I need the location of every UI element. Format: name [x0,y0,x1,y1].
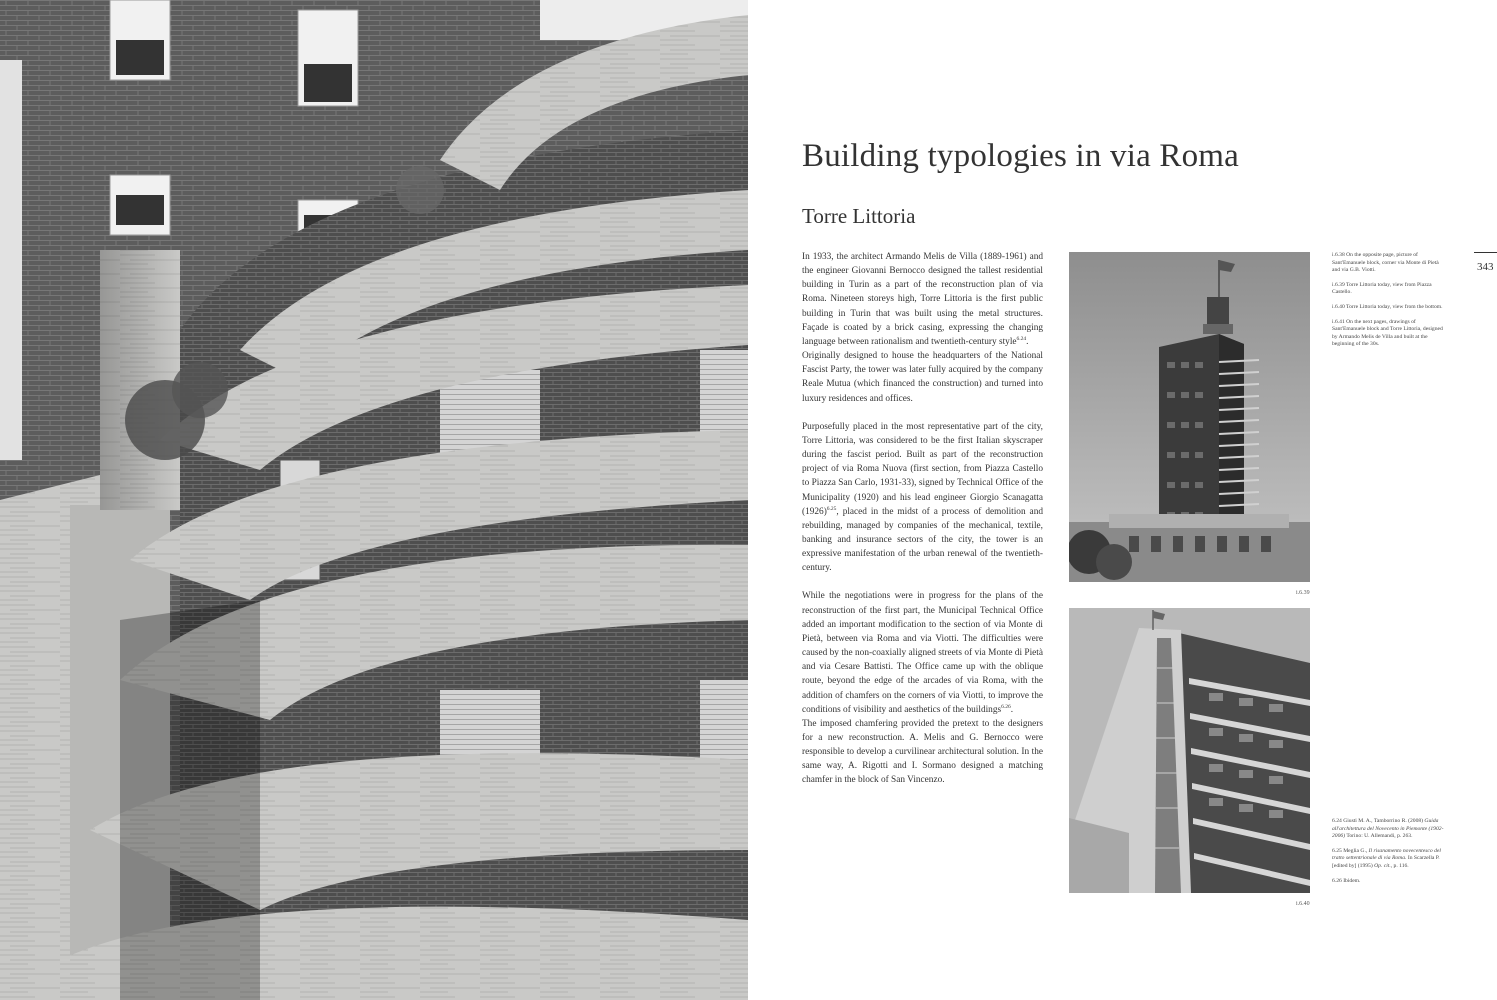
footnote-626: 6.26 Ibidem. [1332,877,1361,884]
tower-bottom-photo-graphic [1069,608,1310,893]
paragraph-4: While the negotiations were in progress for the plans of the reconstruction of the first part, the Municipal Technical Office added an important modification to the section of via Monte di Pietà, between via Roma and via Viotti. The difficulties were caused by the non-coaxially aligned streets of via Monte di Pietà and via Cesare Battisti. The Office came up with the oblique route, beyond the edge of the arcades of via Roma, with the addition of chamfers on the corners of via Viotti, to improve the conditions of visibility and aesthetics of the buildings$^{6.26}$. [802,591,1043,715]
paragraph-5: The imposed chamfering provided the pretext to the designers for a new reconstruction. A. Melis and G. Bernocco were responsible to develop a curvilinear architectural solution. In the same way, A. Rigotti and I. Sormano designed a matching chamfer in the block of San Vincenzo. [802,718,1043,786]
footnote-ref-624: 6.24 [1016,335,1027,342]
caption-641: i.6.41 On the next pages, drawings of Sant'Emanuele block and Torre Littoria, designed by Armando Melis de Villa and built at the beginning of the 30s. [1332,318,1443,348]
paragraph-3: Purposefully placed in the most representative part of the city, Torre Littoria, was considered to be the first Italian skyscraper during the fascist period. Built as part of the reconstruction project of via Roma Nuova (first section, from Piazza Castello to Piazza San Carlo, 1931-33), signed by Technical Office of the Municipality (1920) and his lead engineer Giorgio Scanagatta $(1926)^{6.25}$, placed in the midst of a process of demolition and rebuilding, managed by companies of the mechanical, textile, banking and insurance sectors of the city, the tower is an expressive manifestation of the urban renewal of the twentieth-century. [802,421,1043,574]
footnote-ref-625: 6.25 [826,505,837,512]
caption-638: i.6.38 On the opposite page, picture of Sant'Emanuele block, corner via Monte di Pietà and via G.B. Viotti. [1332,252,1439,274]
page-number: 343 [1477,261,1494,273]
photo-torre-littoria-from-bottom [1069,608,1310,893]
section-subtitle: Torre Littoria [802,204,916,228]
footnote-ref-626: 6.26 [1001,703,1011,710]
page-number-rule [1474,252,1497,253]
photo-torre-littoria-piazza-castello [1069,252,1310,582]
paragraph-2: Originally designed to house the headquarters of the National Fascist Party, the tower was later fully acquired by the company Reale Mutua (which financed the construction) and turned into luxury residences and offices. [802,351,1043,404]
image-captions [1332,252,1444,356]
footnote-625: 6.25 Meglia G., Il risanamento novecentesco del tratto settentrionale di via Roma. In Scarzella P. [edited by] (1995) Op. cit., p. 116. [1332,847,1441,869]
footnote-624: 6.24 Giusti M. A., Tamborrino R. (2008) Guida all'architettura del Novecento in Piemonte (1902-2006) Torino: U. Allemandi, p. 263. [1332,818,1444,840]
figure-label-640: i.6.40 [1296,901,1310,907]
tower-photo-graphic [1069,252,1310,582]
footnotes [1332,818,1444,892]
paragraph-1: In 1933, the architect Armando Melis de Villa (1889-1961) and the engineer Giovanni Bernocco designed the tallest residential building in Turin as a part of the reconstruction plan of via Roma. Nineteen storeys high, Torre Littoria is the first public building in Turin that was built using the metal structures. Façade is coated by a brick casing, expressing the changing language between rationalism and twentieth-century style$^{6.24}$. [802,252,1043,347]
opening-photo-santemanuele-block [0,0,748,1000]
figure-label-639: i.6.39 [1296,590,1310,596]
building-photo-graphic [0,0,748,1000]
caption-639: i.6.39 Torre Littoria today, view from Piazza Castello. [1332,281,1432,296]
chapter-title: Building typologies in via Roma [802,138,1240,174]
caption-640: i.6.40 Torre Littoria today, view from the bottom. [1332,303,1443,310]
body-text-column [802,250,1043,788]
